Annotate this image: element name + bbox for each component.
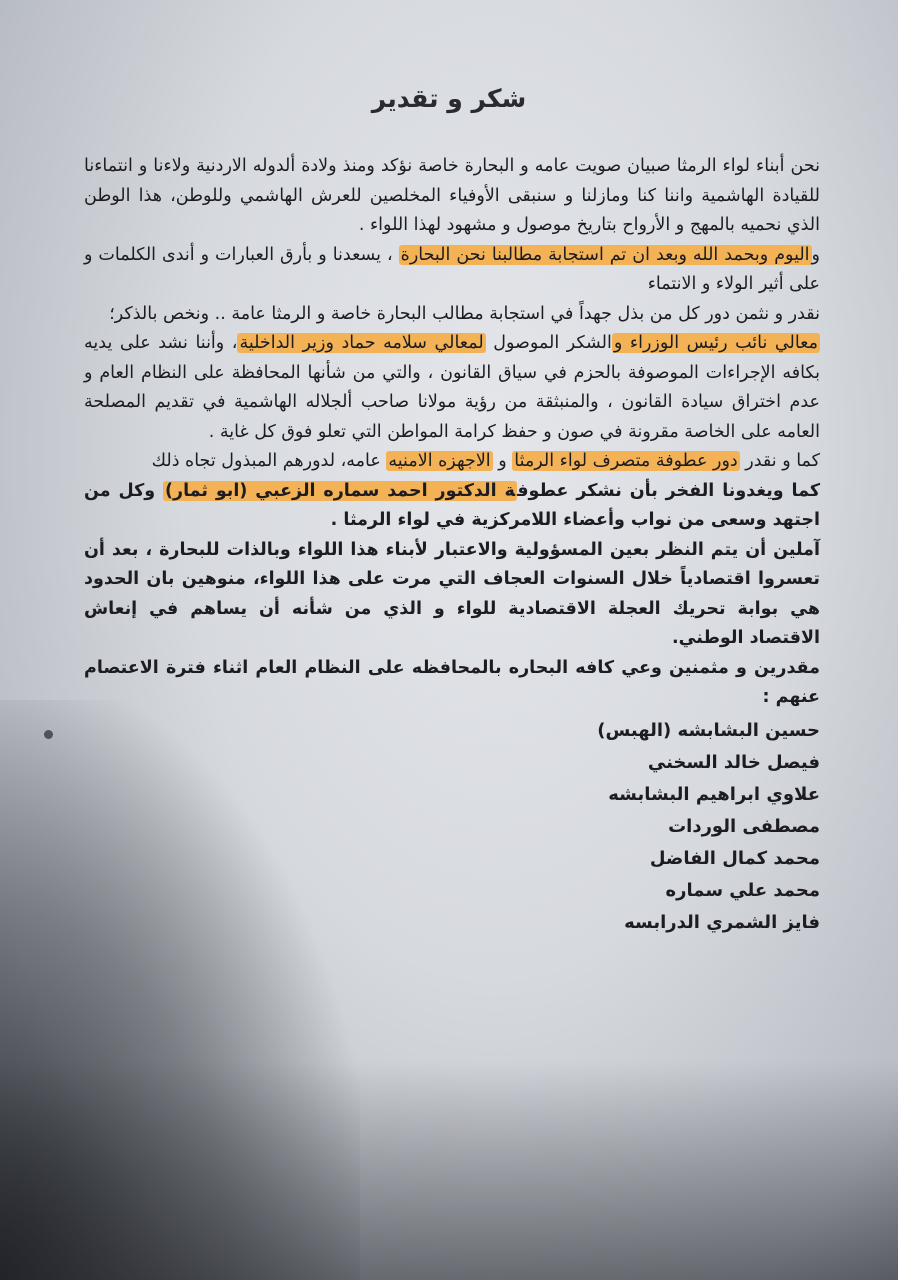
- highlighted-text: اليوم وبحمد الله وبعد ان تم استجابة مطالبنا نحن البحارة: [400, 244, 810, 265]
- highlighted-text: ة الدكتور احمد سماره الزعبي (ابو ثمار): [165, 480, 516, 501]
- paragraph-text: كما و نقدر: [739, 451, 820, 471]
- highlighted-text: معالي نائب رئيس الوزراء و: [613, 333, 818, 353]
- list-item: محمد علي سماره: [665, 879, 820, 901]
- paragraph-text: عامه، لدورهم المبذول تجاه ذلك: [151, 451, 387, 471]
- highlighted-text: لمعالي سلامه حماد وزير الداخلية: [239, 333, 484, 353]
- paragraph-prefix: و: [811, 244, 820, 265]
- signatories-list: [84, 715, 820, 939]
- paragraph-text: وكل من اجتهد وسعى من نواب وأعضاء اللامركزية في لواء الرمثا .: [84, 480, 820, 530]
- paragraph-text: ، وأننا نشد على يديه بكافه الإجراءات الموصوفة بالحزم في سياق القانون ، والتي من شأنها المحافظة على النظام العام و عدم اختراق سيادة القانون ، والمنبثقة من رؤية مولانا صاحب ألجلاله الهاشمية في تقديم المصلحة العامه على الخاصة مقرونة في صون و حفظ كرامة المواطن التي تعلو فوق كل غاية .: [84, 333, 820, 442]
- list-item: محمد كمال الفاضل: [649, 847, 820, 869]
- letter-body: [84, 152, 820, 939]
- list-item: فايز الشمري الدرابسه: [624, 911, 820, 933]
- letter-title: شكر و تقدير: [371, 84, 527, 113]
- paragraph-hopes: آملين أن يتم النظر بعين المسؤولية والاعتبار لأبناء هذا اللواء وبالذات للبحارة ، بعد أن تعسروا اقتصادياً خلال السنوات العجاف التي مرت على هذا اللواء، منوهين بان الحدود هي بوابة تحريك العجلة الاقتصادية للواء و الذي من شأنه أن يساهم في إنعاش الاقتصاد الوطني.: [84, 539, 820, 648]
- paper-speck: [44, 730, 53, 739]
- paragraph-text: ، يسعدنا و بأرق العبارات و أندى الكلمات و على أثير الولاء و الانتماء: [84, 244, 820, 294]
- paragraph-demands-met: [84, 241, 820, 300]
- highlighted-text: الاجهزه الامنيه: [388, 451, 491, 471]
- list-item: حسين البشابشه (الهبس): [597, 719, 820, 741]
- paragraph-governor: [84, 447, 820, 477]
- paragraph-appreciation: نقدر و نثمن دور كل من بذل جهداً في استجابة مطالب البحارة خاصة و الرمثا عامة .. ونخص بالذكر؛: [109, 303, 820, 324]
- list-item: مصطفى الوردات: [668, 815, 820, 837]
- list-item: فيصل خالد السخني: [647, 751, 820, 773]
- paragraph-doctor: [84, 477, 820, 536]
- paragraph-ministers: [84, 329, 820, 447]
- paragraph-loyalty: نحن أبناء لواء الرمثا صبيان صويت عامه و البحارة خاصة نؤكد ومنذ ولادة ألدوله الاردنية ولاءنا و انتماءنا للقيادة الهاشمية واننا كنا ومازلنا و سنبقى الأوفياء المخلصين للعرش الهاشمي وللوطن، هذا الوطن الذي نحميه بالمهج و الأرواح بتاريخ موصول و مشهود لهذا اللواء .: [84, 156, 820, 235]
- photo-shadow-bottom: [0, 1060, 898, 1280]
- paragraph-sit-in: مقدرين و مثمنين وعي كافه البحاره بالمحافظه على النظام العام اثناء فترة الاعتصام عنهم :: [84, 657, 820, 707]
- paragraph-text: الشكر الموصول: [485, 333, 612, 353]
- highlighted-text: دور عطوفة متصرف لواء الرمثا: [514, 451, 738, 471]
- paragraph-text: كما ويغدونا الفخر بأن نشكر عطوف: [517, 480, 821, 501]
- list-item: علاوي ابراهيم البشابشه: [608, 783, 820, 805]
- paragraph-text: و: [492, 451, 513, 471]
